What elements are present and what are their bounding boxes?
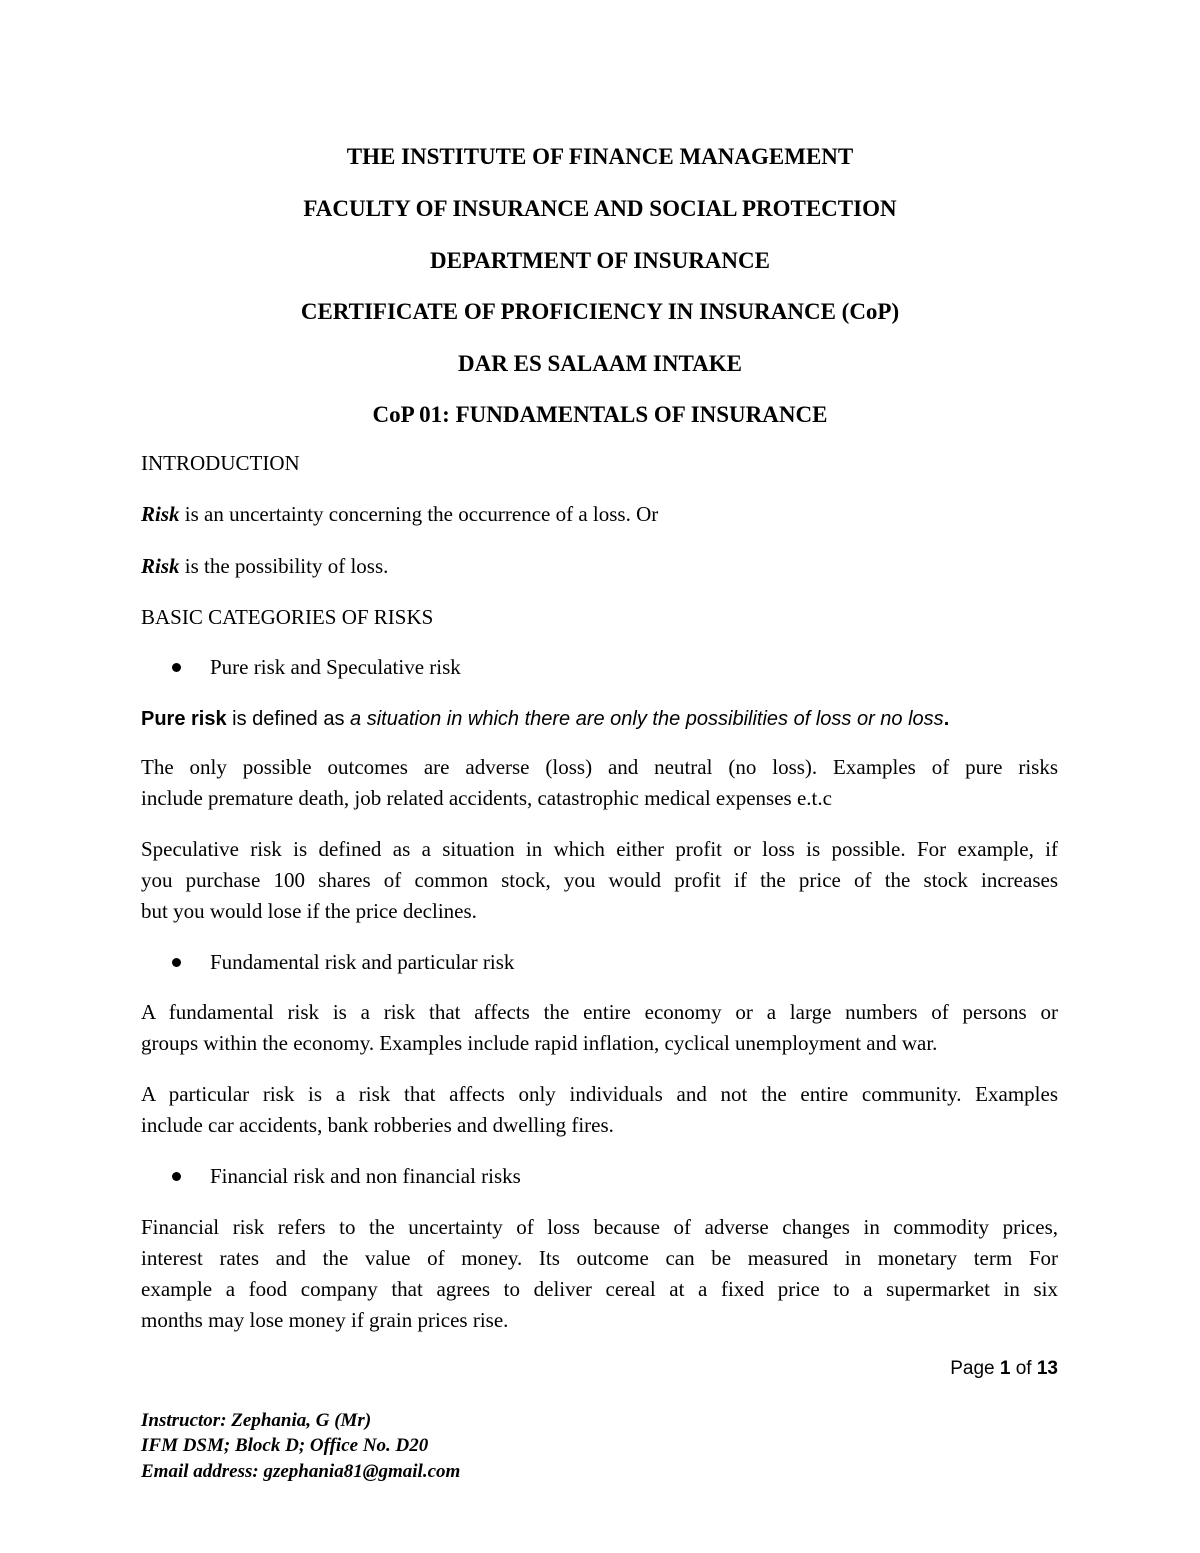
- page-total: 13: [1036, 1358, 1058, 1379]
- pure-risk-mid: is defined as: [226, 708, 351, 730]
- page-current: 1: [999, 1358, 1011, 1379]
- course-heading: CoP 01: FUNDAMENTALS OF INSURANCE: [372, 402, 828, 427]
- paragraph-line: months may lose money if grain prices rise.: [141, 1308, 509, 1332]
- paragraph-line: Speculative risk is defined as a situation in which either profit or loss is possible. For example, if: [141, 837, 1058, 861]
- paragraph-line: A particular risk is a risk that affects only individuals and not the entire community. Examples: [141, 1082, 1058, 1106]
- speculative-paragraph: [141, 834, 1058, 927]
- bullet-label: Fundamental risk and particular risk: [210, 950, 515, 974]
- bullet-label: Financial risk and non financial risks: [210, 1164, 521, 1188]
- introduction-title: INTRODUCTION: [141, 451, 300, 475]
- risk-term: Risk: [141, 502, 180, 526]
- page-label: Page: [950, 1358, 995, 1379]
- footer-instructor: Instructor: Zephania, G (Mr): [141, 1410, 372, 1431]
- page-of: of: [1015, 1358, 1032, 1379]
- footer-office: IFM DSM; Block D; Office No. D20: [141, 1435, 429, 1456]
- risk-definition-2: [141, 554, 388, 579]
- paragraph-line: include car accidents, bank robberies and dwelling fires.: [141, 1113, 614, 1137]
- department-heading: DEPARTMENT OF INSURANCE: [430, 248, 770, 273]
- pure-risk-end: .: [943, 708, 950, 730]
- pure-risk-italic: a situation in which there are only the possibilities of loss or no loss: [350, 708, 944, 730]
- paragraph-line: include premature death, job related accidents, catastrophic medical expenses e.t.c: [141, 786, 832, 810]
- bullet-icon: [172, 1172, 181, 1181]
- pure-risk-term: Pure risk: [141, 708, 227, 730]
- risk-definition-text: is an uncertainty concerning the occurrence of a loss. Or: [179, 502, 659, 526]
- bullet-item: [172, 1164, 521, 1189]
- paragraph-line: interest rates and the value of money. Its outcome can be measured in monetary term For: [141, 1246, 1058, 1270]
- page-number: [950, 1358, 1058, 1380]
- financial-paragraph: [141, 1212, 1058, 1336]
- bullet-item: [172, 655, 461, 680]
- paragraph-line: you purchase 100 shares of common stock, you would profit if the price of the stock increases: [141, 868, 1058, 892]
- paragraph-line: The only possible outcomes are adverse (loss) and neutral (no loss). Examples of pure risks: [141, 755, 1058, 779]
- fundamental-paragraph: [141, 997, 1058, 1059]
- paragraph-line: example a food company that agrees to deliver cereal at a fixed price to a supermarket in six: [141, 1277, 1058, 1301]
- bullet-icon: [172, 663, 181, 672]
- categories-title: BASIC CATEGORIES OF RISKS: [141, 605, 434, 629]
- faculty-heading: FACULTY OF INSURANCE AND SOCIAL PROTECTION: [303, 196, 897, 221]
- bullet-icon: [172, 958, 181, 967]
- particular-paragraph: [141, 1079, 1058, 1141]
- risk-definition-1: [141, 502, 658, 527]
- paragraph-line: but you would lose if the price declines.: [141, 899, 477, 923]
- footer-email: Email address: gzephania81@gmail.com: [141, 1461, 461, 1482]
- risk-definition-text: is the possibility of loss.: [179, 554, 389, 578]
- risk-term: Risk: [141, 554, 180, 578]
- paragraph-line: A fundamental risk is a risk that affects the entire economy or a large numbers of persons or: [141, 1000, 1058, 1024]
- bullet-item: [172, 950, 514, 975]
- outcomes-paragraph: [141, 752, 1058, 814]
- certificate-heading: CERTIFICATE OF PROFICIENCY IN INSURANCE (CoP): [300, 299, 900, 324]
- paragraph-line: Financial risk refers to the uncertainty of loss because of adverse changes in commodity prices,: [141, 1215, 1058, 1239]
- institute-heading: THE INSTITUTE OF FINANCE MANAGEMENT: [346, 144, 854, 169]
- paragraph-line: groups within the economy. Examples include rapid inflation, cyclical unemployment and war.: [141, 1031, 938, 1055]
- bullet-label: Pure risk and Speculative risk: [210, 655, 461, 679]
- pure-risk-definition: [141, 706, 949, 731]
- intake-heading: DAR ES SALAAM INTAKE: [458, 351, 742, 376]
